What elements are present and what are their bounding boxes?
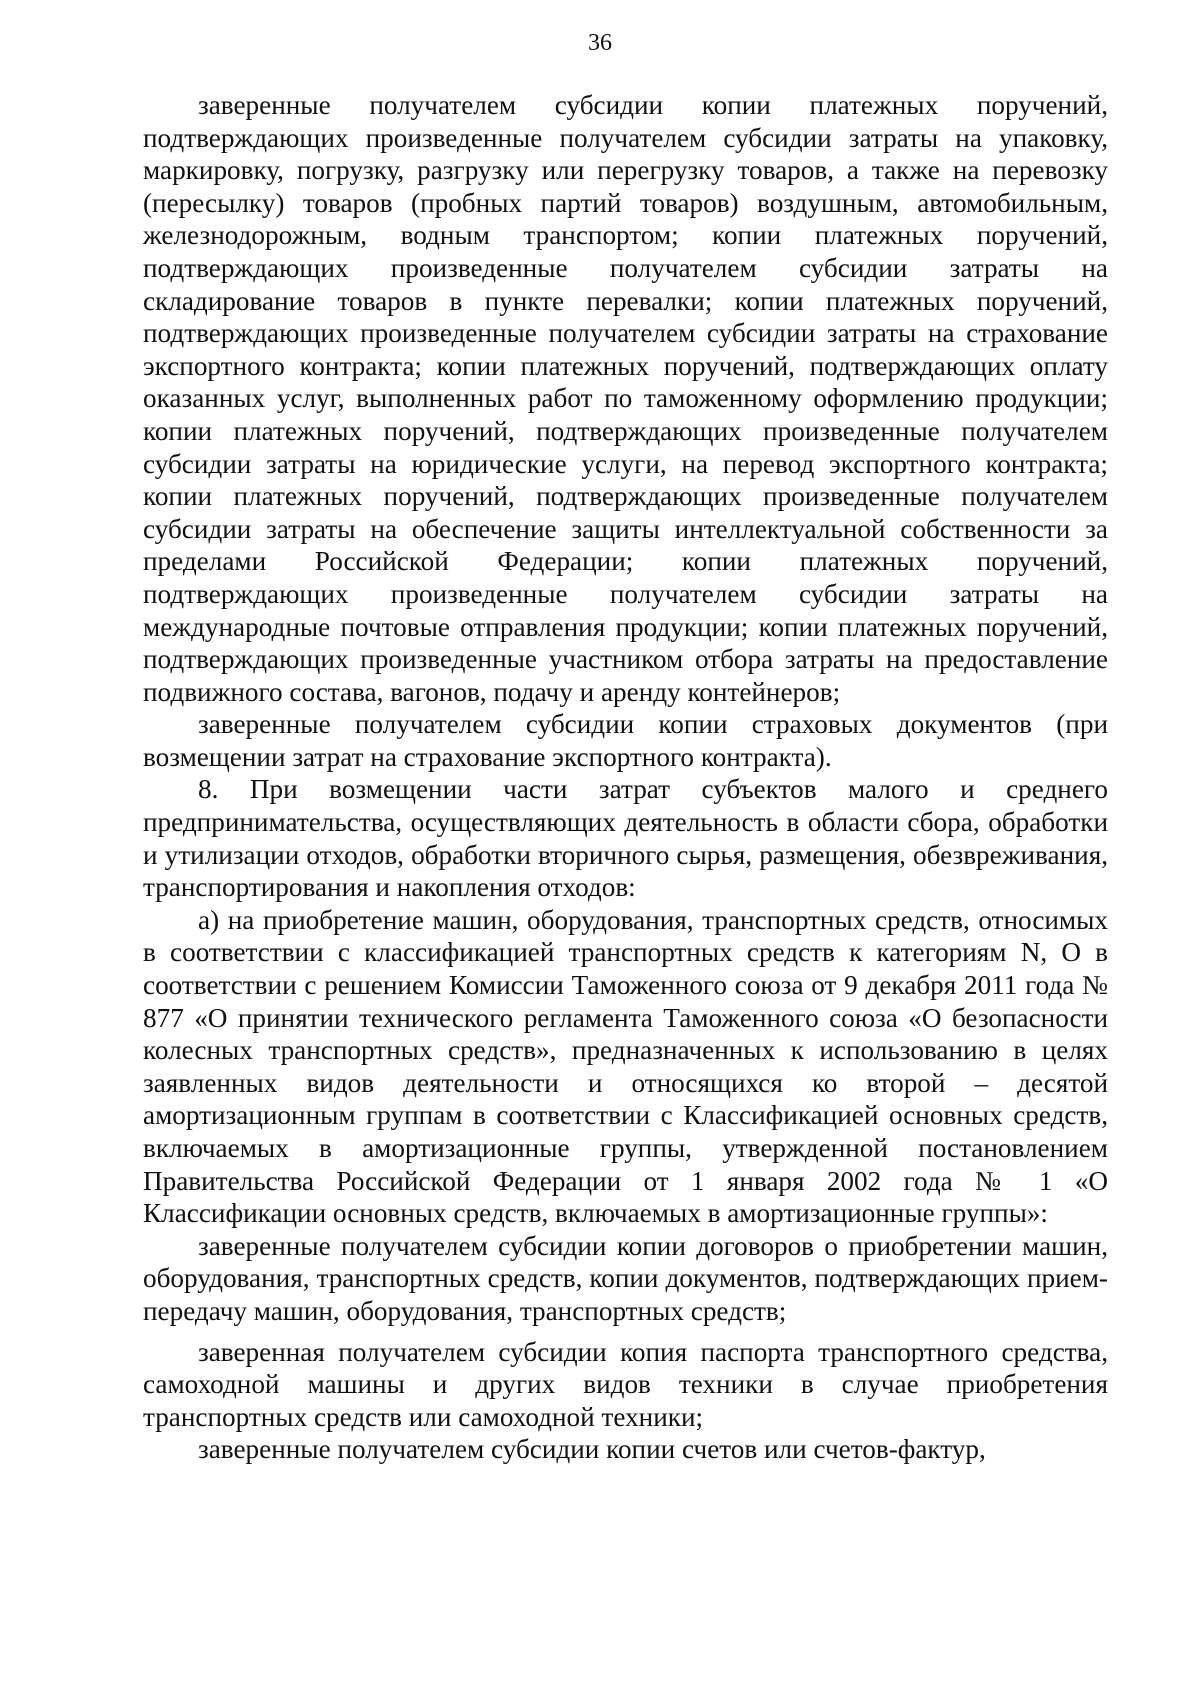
paragraph: заверенные получателем субсидии копии платежных поручений, подтверждающих произведенные получателем субсидии затраты на упаковку, маркировку, погрузку, разгрузку или перегрузку товаров, а также на перевозку (пересылку) товаров (пробных партий товаров) воздушным, автомобильным, железнодорожным, водным транспортом; копии платежных поручений, подтверждающих произведенные получателем субсидии затраты на складирование товаров в пункте перевалки; копии платежных поручений, подтверждающих произведенные получателем субсидии затраты на страхование экспортного контракта; копии платежных поручений, подтверждающих оплату оказанных услуг, выполненных работ по таможенному оформлению продукции; копии платежных поручений, подтверждающих произведенные получателем субсидии затраты на юридические услуги, на перевод экспортного контракта; копии платежных поручений, подтверждающих произведенные получателем субсидии затраты на обеспечение защиты интеллектуальной собственности за пределами Российской Федерации; копии платежных поручений, подтверждающих произведенные получателем субсидии затраты на международные почтовые отправления продукции; копии платежных поручений, подтверждающих произведенные участником отбора затраты на предоставление подвижного состава, вагонов, подачу и аренду контейнеров; bbox=[143, 90, 1108, 707]
page-number: 36 bbox=[588, 30, 612, 56]
paragraph: заверенные получателем субсидии копии договоров о приобретении машин, оборудования, транспортных средств, копии документов, подтверждающих прием-передачу машин, оборудования, транспортных средств; bbox=[143, 1230, 1108, 1326]
document-body bbox=[143, 89, 1108, 1466]
paragraph: заверенные получателем субсидии копии страховых документов (при возмещении затрат на страхование экспортного контракта). bbox=[143, 709, 1108, 772]
paragraph: а) на приобретение машин, оборудования, транспортных средств, относимых в соответствии с классификацией транспортных средств к категориям N, O в соответствии с решением Комиссии Таможенного союза от 9 декабря 2011 года № 877 «О принятии технического регламента Таможенного союза «О безопасности колесных транспортных средств», предназначенных к использованию в целях заявленных видов деятельности и относящихся ко второй – десятой амортизационным группам в соответствии с Классификацией основных средств, включаемых в амортизационные группы, утвержденной постановлением Правительства Российской Федерации от 1 января 2002 года № 1 «О Классификации основных средств, включаемых в амортизационные группы»: bbox=[143, 904, 1108, 1229]
paragraph: заверенная получателем субсидии копия паспорта транспортного средства, самоходной машины и других видов техники в случае приобретения транспортных средств или самоходной техники; bbox=[143, 1336, 1108, 1432]
paragraph: 8. При возмещении части затрат субъектов малого и среднего предпринимательства, осуществляющих деятельность в области сбора, обработки и утилизации отходов, обработки вторичного сырья, размещения, обезвреживания, транспортирования и накопления отходов: bbox=[143, 774, 1108, 903]
paragraph: заверенные получателем субсидии копии счетов или счетов-фактур, bbox=[198, 1434, 986, 1465]
